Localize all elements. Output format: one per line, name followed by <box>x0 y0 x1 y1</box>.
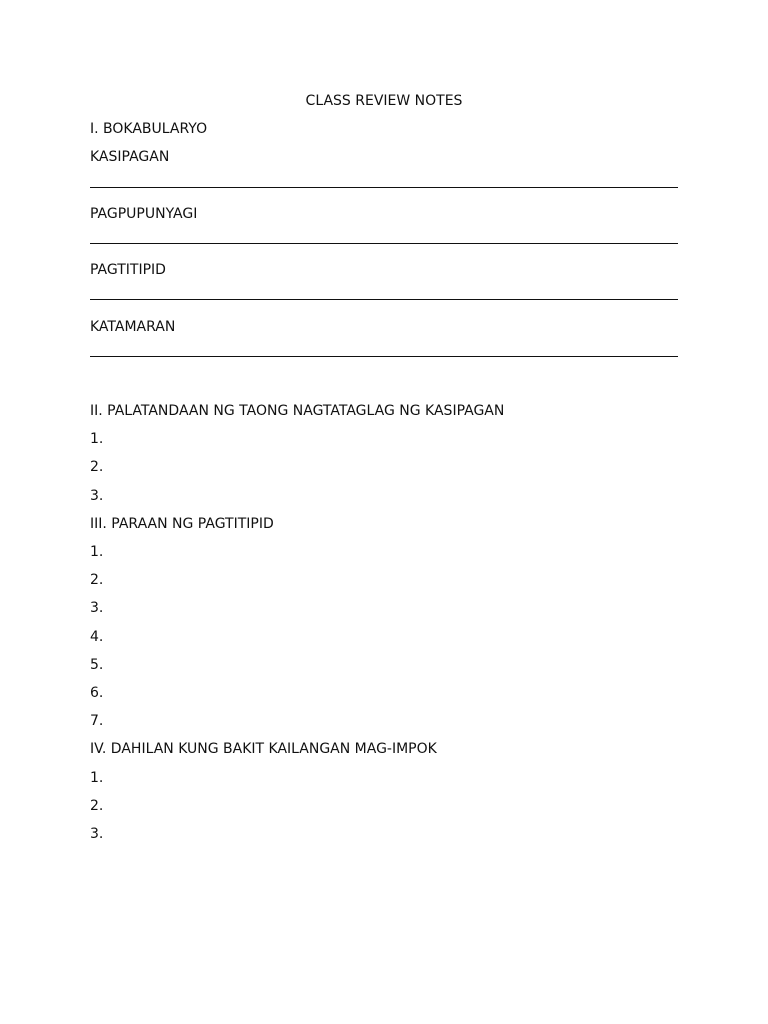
vocabulary-term: PAGPUPUNYAGI <box>90 205 198 222</box>
document-title: CLASS REVIEW NOTES <box>305 93 463 109</box>
vocabulary-term: KASIPAGAN <box>90 149 170 166</box>
answer-line <box>90 346 678 374</box>
vocabulary-term: KATAMARAN <box>90 318 176 335</box>
list-item: 6. <box>90 684 104 701</box>
answer-line <box>90 177 678 205</box>
vocabulary-term: PAGTITIPID <box>90 262 166 279</box>
list-item: 1. <box>90 544 104 560</box>
list-item: 3. <box>90 487 104 504</box>
section-heading-ways: III. PARAAN NG PAGTITIPID <box>90 515 274 532</box>
list-item: 2. <box>90 797 104 814</box>
list-item: 5. <box>90 656 104 673</box>
list-item: 2. <box>90 459 104 476</box>
list-item: 3. <box>90 825 104 842</box>
section-heading-reasons: IV. DAHILAN KUNG BAKIT KAILANGAN MAG-IMPOK <box>90 741 437 758</box>
section-heading-vocabulary: I. BOKABULARYO <box>90 121 208 138</box>
list-item: 1. <box>90 431 104 448</box>
list-item: 2. <box>90 572 104 589</box>
answer-line <box>90 233 678 261</box>
list-item: 3. <box>90 600 104 617</box>
answer-line <box>90 289 678 317</box>
section-heading-signs: II. PALATANDAAN NG TAONG NAGTATAGLAG NG KASIPAGAN <box>90 403 505 420</box>
list-item: 7. <box>90 713 104 730</box>
list-item: 1. <box>90 769 104 786</box>
document-page <box>90 92 678 853</box>
list-item: 4. <box>90 628 104 645</box>
blank-spacer <box>90 374 678 402</box>
